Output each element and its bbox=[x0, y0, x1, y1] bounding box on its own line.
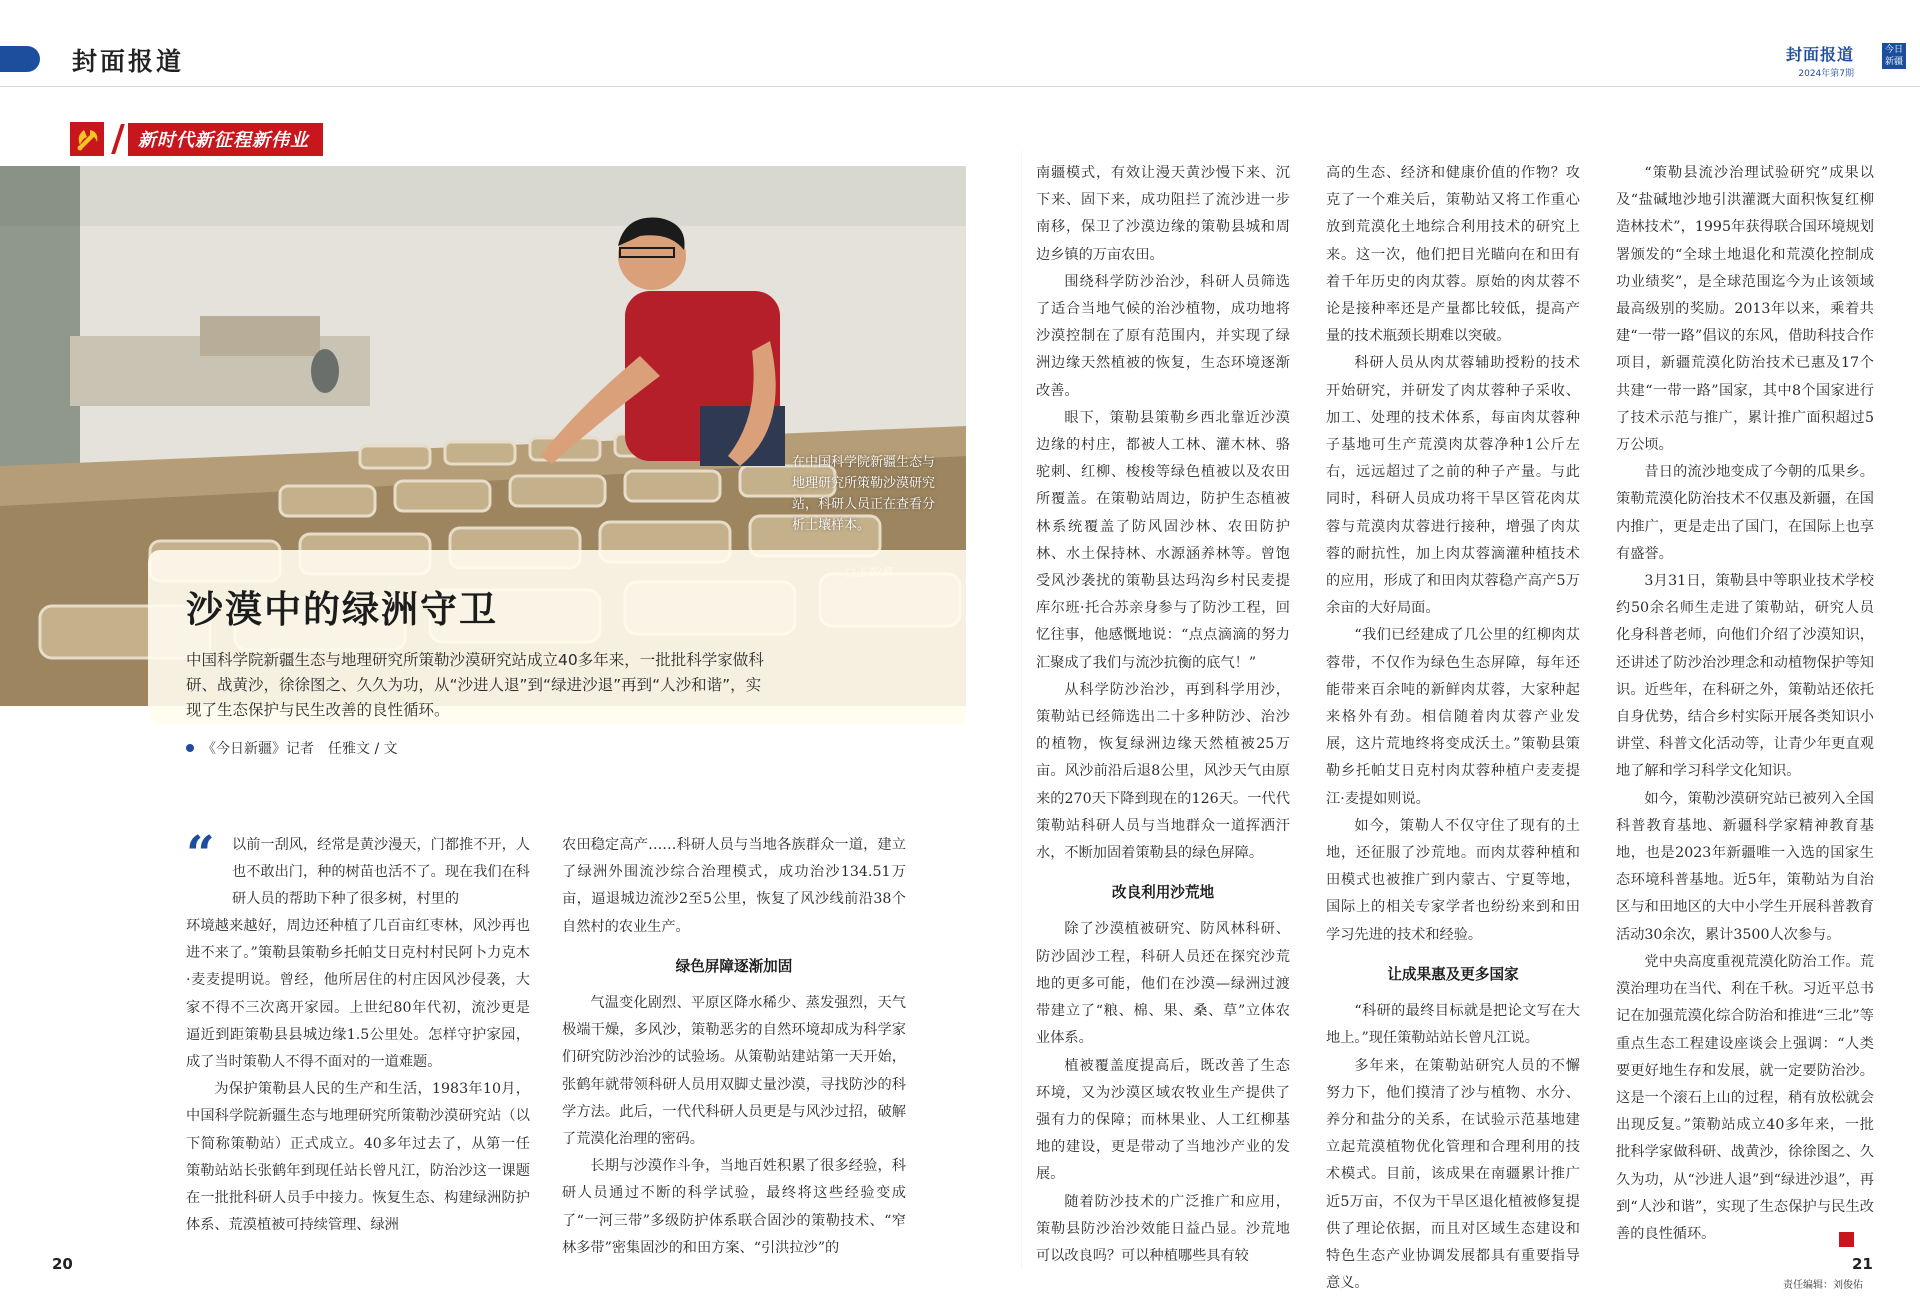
paragraph: 眼下，策勒县策勒乡西北靠近沙漠边缘的村庄，都被人工林、灌木林、骆驼刺、红柳、梭梭等绿色植被以及农田所覆盖。在策勒站周边，防护生态植被林系统覆盖了防风固沙林、农田防护林、水土保持林、水源涵养林等。曾饱受风沙袭扰的策勒县达玛沟乡村民麦提库尔班·托合苏亲身参与了防沙工程，回忆往事，他感慨地说：“点点滴滴的努力汇聚成了我们与流沙抗衡的底气！” bbox=[1036, 409, 1290, 671]
paragraph: 为保护策勒县人民的生产和生活，1983年10月，中国科学院新疆生态与地理研究所策勒沙漠研究站（以下简称策勒站）正式成立。40多年过去了，从第一任策勒站站长张鹤年到现任站长曾凡江，防治沙这一课题在一批批科研人员手中接力。恢复生态、构建绿洲防护体系、荒漠植被可持续管理、绿洲 bbox=[186, 1081, 530, 1234]
paragraph: 环境越来越好，周边还种植了几百亩红枣林，风沙再也进不来了。”策勒县策勒乡托帕艾日克村村民阿卜力克木·麦麦提明说。曾经，他所居住的村庄因风沙侵袭，大家不得不三次离开家园。上世纪80年代初，流沙更是逼近到距策勒县县城边缘1.5公里处。怎样守护家园，成了当时策勒人不得不面对的一道难题。 bbox=[186, 918, 530, 1071]
editor-credit: 责任编辑：刘俊佑 bbox=[1783, 1280, 1863, 1291]
article-column-2 bbox=[562, 832, 906, 1262]
paragraph: 高的生态、经济和健康价值的作物？攻克了一个难关后，策勒站又将工作重心放到荒漠化土地综合利用技术的研究上来。这一次，他们把目光瞄向在和田有着千年历史的肉苁蓉。原始的肉苁蓉不论是接种率还是产量都比较低，提高产量的技术瓶颈长期难以突破。 bbox=[1326, 165, 1580, 345]
page-number-left: 20 bbox=[52, 1255, 73, 1273]
column-badge bbox=[70, 122, 323, 156]
paragraph: 党中央高度重视荒漠化防治工作。荒漠治理功在当代、利在千秋。习近平总书记在加强荒漠化综合防治和推进“三北”等重点生态工程建设座谈会上强调：“人类要更好地生存和发展，就一定要防治沙。这是一个滚石上山的过程，稍有放松就会出现反复。”策勒站成立40多年来，一批批科学家做科研、战黄沙，徐徐图之、久久为功，从“沙进人退”到“绿进沙退”，再到“人沙和谐”，实现了生态保护与民生改善的良性循环。 bbox=[1616, 953, 1874, 1242]
badge-divider bbox=[111, 124, 125, 154]
paragraph: 如今，策勒人不仅守住了现有的土地，还征服了沙荒地。而肉苁蓉种植和田模式也被推广到内蒙古、宁夏等地，国际上的相关专家学者也纷纷来到和田学习先进的技术和经验。 bbox=[1326, 817, 1580, 943]
section-heading: 改良利用沙荒地 bbox=[1111, 884, 1215, 902]
header-divider bbox=[0, 86, 1920, 87]
article-column-4 bbox=[1326, 160, 1580, 1297]
paragraph: “我们已经建成了几公里的红柳肉苁蓉带，不仅作为绿色生态屏障，每年还能带来百余吨的新鲜肉苁蓉，大家种起来格外有劲。相信随着肉苁蓉产业发展，这片荒地终将变成沃土。”策勒县策勒乡托帕艾日克村肉苁蓉种植户麦麦提江·麦提如则说。 bbox=[1326, 627, 1580, 807]
article-column-1 bbox=[186, 913, 530, 1239]
paragraph: 气温变化剧烈、平原区降水稀少、蒸发强烈，天气极端干燥，多风沙，策勒恶劣的自然环境却成为科学家们研究防沙治沙的试验场。从策勒站建站第一天开始，张鹤年就带领科研人员用双脚丈量沙漠，寻找防沙的科学方法。此后，一代代科研人员更是与风沙过招，破解了荒漠化治理的密码。 bbox=[562, 995, 906, 1148]
section-heading: 让成果惠及更多国家 bbox=[1387, 965, 1519, 983]
paragraph: 农田稳定高产……科研人员与当地各族群众一道，建立了绿洲外围流沙综合治理模式，成功治沙134.51万亩，逼退城边流沙2至5公里，恢复了风沙线前沿38个自然村的农业生产。 bbox=[562, 837, 906, 935]
article-column-3 bbox=[1036, 160, 1290, 1270]
masthead bbox=[1786, 42, 1854, 79]
paragraph: 多年来，在策勒站研究人员的不懈努力下，他们摸清了沙与植物、水分、养分和盐分的关系，在试验示范基地建立起荒漠植物优化管理和合理利用的技术模式。目前，该成果在南疆累计推广近5万亩，不仅为干旱区退化植被修复提供了理论依据，而且对区域生态建设和特色生态产业协调发展都具有重要指导意义。 bbox=[1326, 1057, 1580, 1292]
paragraph: 围绕科学防沙治沙，科研人员筛选了适合当地气候的治沙植物，成功地将沙漠控制在了原有范围内，并实现了绿洲边缘天然植被的恢复，生态环境逐渐改善。 bbox=[1036, 273, 1290, 399]
paragraph: 植被覆盖度提高后，既改善了生态环境，又为沙漠区域农牧业生产提供了强有力的保障；而林果业、人工红柳基地的建设，更是带动了当地沙产业的发展。 bbox=[1036, 1057, 1290, 1183]
page-fold bbox=[1021, 150, 1022, 1270]
paragraph: 昔日的流沙地变成了今朝的瓜果乡。策勒荒漠化防治技术不仅惠及新疆，在国内推广，更是走出了国门，在国际上也享有盛誉。 bbox=[1616, 464, 1874, 562]
paragraph: 科研人员从肉苁蓉辅助授粉的技术开始研究，并研发了肉苁蓉种子采收、加工、处理的技术体系，每亩肉苁蓉种子基地可生产荒漠肉苁蓉净种1公斤左右，远远超过了之前的种子产量。与此同时，科研人员成功将干旱区管花肉苁蓉与荒漠肉苁蓉进行接种，增强了肉苁蓉的耐抗性，加上肉苁蓉滴灌种植技术的应用，形成了和田肉苁蓉稳产高产5万余亩的大好局面。 bbox=[1326, 355, 1580, 617]
paragraph: 南疆模式，有效让漫天黄沙慢下来、沉下来、固下来，成功阻拦了流沙进一步南移，保卫了沙漠边缘的策勒县城和周边乡镇的万亩农田。 bbox=[1036, 165, 1290, 263]
page-number-right: 21 bbox=[1852, 1255, 1873, 1273]
paragraph: 如今，策勒沙漠研究站已被列入全国科普教育基地、新疆科学家精神教育基地，也是2023年新疆唯一入选的国家生态环境科普基地。近5年，策勒站为自治区与和田地区的大中小学生开展科普教育活动30余次，累计3500人次参与。 bbox=[1616, 790, 1874, 943]
paragraph: 3月31日，策勒县中等职业技术学校约50余名师生走进了策勒站，研究人员化身科普老师，向他们介绍了沙漠知识，还讲述了防沙治沙理念和动植物保护等知识。近些年，在科研之外，策勒站还依托自身优势，结合乡村实际开展各类知识小讲堂、科普文化活动等，让青少年更直观地了解和学习科学文化知识。 bbox=[1616, 573, 1874, 780]
photo-caption: 在中国科学院新疆生态与地理研究所策勒沙漠研究站，科研人员正在查看分析土壤样本。 bbox=[792, 455, 936, 533]
party-emblem-icon bbox=[70, 122, 104, 156]
section-title: 封面报道 bbox=[72, 47, 185, 76]
paragraph: 除了沙漠植被研究、防风林科研、防沙固沙工程，科研人员还在探究沙荒地的更多可能，他们在沙漠—绿洲过渡带建立了“粮、棉、果、桑、草”立体农业体系。 bbox=[1036, 921, 1290, 1047]
article-opening: 以前一刮风，经常是黄沙漫天，门都推不开，人也不敢出门，种的树苗也活不了。现在我们在科研人员的帮助下种了很多树，村里的 bbox=[232, 837, 530, 908]
quote-mark-icon: “ bbox=[186, 824, 215, 883]
paragraph: “策勒县流沙治理试验研究”成果以及“盐碱地沙地引洪灌溉大面积恢复红柳造林技术”，1995年获得联合国环境规划署颁发的“全球土地退化和荒漠化控制成功业绩奖”，是全球范围迄今为止该领域最高级别的奖励。2013年以来，乘着共建“一带一路”倡议的东风，借助科技合作项目，新疆荒漠化防治技术已惠及17个共建“一带一路”国家，其中8个国家进行了技术示范与推广，累计推广面积超过5万公顷。 bbox=[1616, 165, 1874, 454]
byline-bullet-icon bbox=[186, 744, 194, 752]
article-end-mark-icon bbox=[1839, 1232, 1854, 1247]
article-headline: 沙漠中的绿洲守卫 bbox=[186, 587, 498, 631]
paragraph: “科研的最终目标就是把论文写在大地上。”现任策勒站站长曾凡江说。 bbox=[1326, 1003, 1580, 1047]
paragraph: 随着防沙技术的广泛推广和应用，策勒县防沙治沙效能日益凸显。沙荒地可以改良吗？可以种植哪些具有较 bbox=[1036, 1193, 1290, 1264]
article-deck: 中国科学院新疆生态与地理研究所策勒沙漠研究站成立40多年来，一批批科学家做科研、战黄沙，徐徐图之、久久为功，从“沙进人退”到“绿进沙退”再到“人沙和谐”，实现了生态保护与民生改善的良性循环。 bbox=[186, 651, 764, 719]
article-column-5 bbox=[1616, 160, 1874, 1248]
byline-text: 《今日新疆》记者 任雅文 / 文 bbox=[202, 741, 398, 757]
paragraph: 从科学防沙治沙，再到科学用沙，策勒站已经筛选出二十多种防沙、治沙的植物，恢复绿洲边缘天然植被25万亩。风沙前沿后退8公里，风沙天气由原来的270天下降到现在的126天。一代代策勒站科研人员与当地群众一道挥洒汗水，不断加固着策勒县的绿色屏障。 bbox=[1036, 681, 1290, 862]
masthead-logo-box: 今日新疆 bbox=[1882, 43, 1906, 69]
masthead-title: 封面报道 bbox=[1786, 45, 1855, 64]
column-badge-label: 新时代新征程新伟业 bbox=[128, 123, 323, 156]
paragraph: 长期与沙漠作斗争，当地百姓积累了很多经验，科研人员通过不断的科学试验，最终将这些经验变成了“一河三带”多级防护体系联合固沙的策勒技术、“窄林多带”密集固沙的和田方案、“引洪拉沙”的 bbox=[562, 1158, 906, 1256]
article-byline bbox=[186, 738, 398, 758]
header-accent-bar bbox=[0, 46, 40, 72]
masthead-issue: 2024年第7期 bbox=[1798, 69, 1855, 79]
section-heading: 绿色屏障逐渐加固 bbox=[675, 957, 793, 975]
